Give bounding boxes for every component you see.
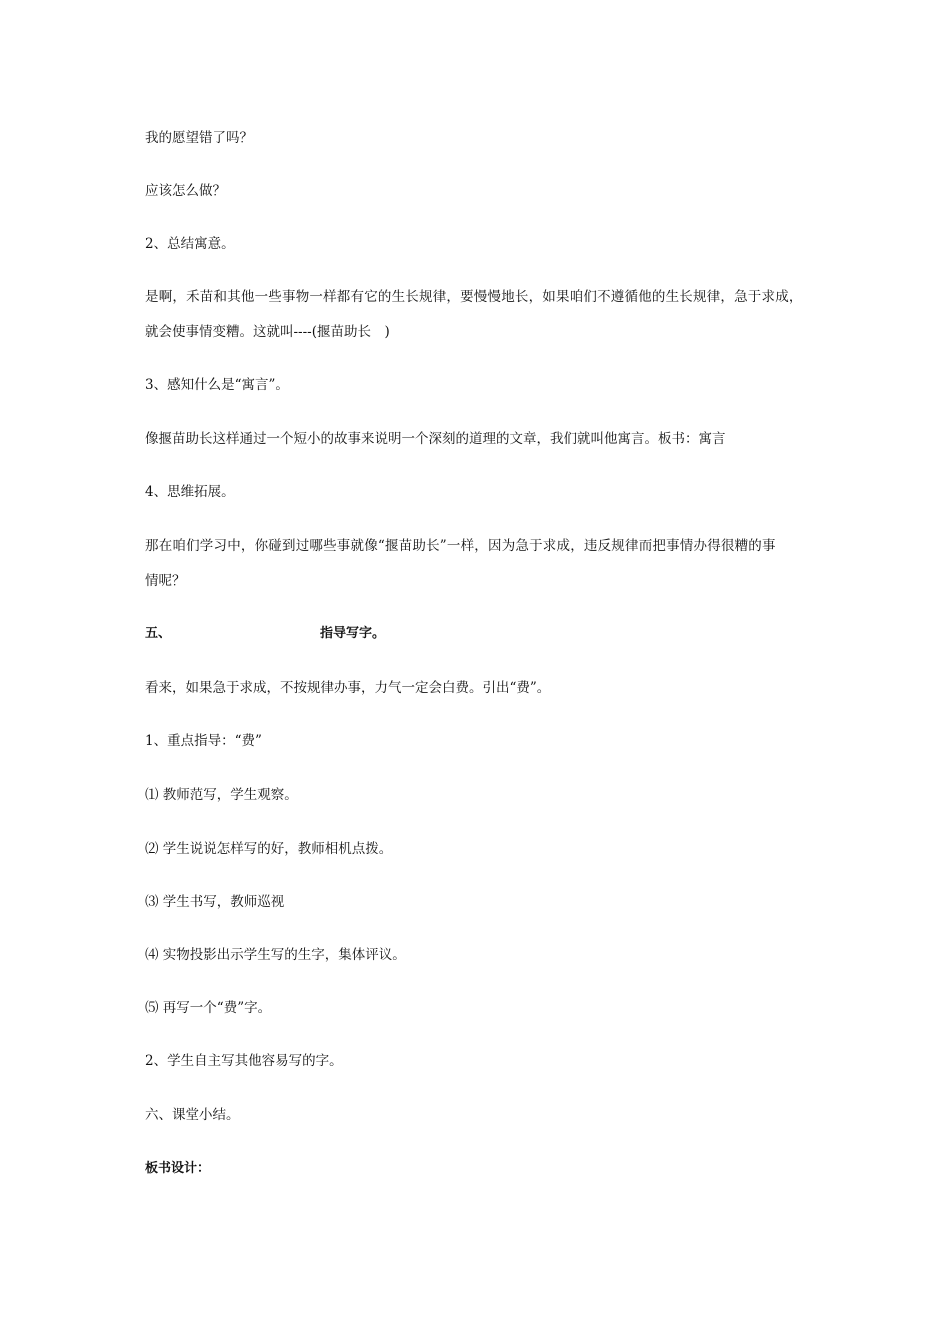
step-heading-self-write: 2、学生自主写其他容易写的字。	[145, 1053, 343, 1069]
question-line-2: 应该怎么做？	[145, 183, 226, 199]
step-heading-3: 3、感知什么是“寓言”。	[145, 377, 289, 393]
step-heading-key-guidance: 1、重点指导：“费”	[145, 733, 262, 749]
board-design-heading: 板书设计：	[145, 1161, 211, 1176]
step-heading-2: 2、总结寓意。	[145, 236, 235, 252]
list-item-1: ⑴ 教师范写，学生观察。	[145, 787, 298, 803]
paragraph-extension-line-1: 那在咱们学习中，你碰到过哪些事就像“揠苗助长”一样，因为急于求成，违反规律而把事情办得很糟的事	[145, 538, 776, 554]
paragraph-intro-fei: 看来，如果急于求成，不按规律办事，力气一定会白费。引出“费”。	[145, 680, 551, 696]
list-item-2: ⑵ 学生说说怎样写的好，教师相机点拨。	[145, 841, 393, 857]
list-item-5: ⑸ 再写一个“费”字。	[145, 1000, 272, 1016]
question-line-1: 我的愿望错了吗？	[145, 130, 253, 146]
list-item-4: ⑷ 实物投影出示学生写的生字，集体评议。	[145, 947, 406, 963]
paragraph-fable-definition: 像揠苗助长这样通过一个短小的故事来说明一个深刻的道理的文章，我们就叫他寓言。板书：寓言	[145, 431, 726, 447]
list-item-3: ⑶ 学生书写，教师巡视	[145, 894, 285, 910]
section-6-heading: 六、课堂小结。	[145, 1107, 240, 1123]
paragraph-moral-line-2: 就会使事情变糟。这就叫----(揠苗助长 )	[145, 324, 390, 340]
paragraph-moral-line-1: 是啊，禾苗和其他一些事物一样都有它的生长规律，要慢慢地长，如果咱们不遵循他的生长规律，急于求成，	[145, 289, 803, 305]
paragraph-extension-line-2: 情呢？	[145, 573, 186, 589]
step-heading-4: 4、思维拓展。	[145, 484, 235, 500]
section-5-title: 指导写字。	[320, 626, 386, 641]
section-5-number: 五、	[145, 626, 172, 641]
